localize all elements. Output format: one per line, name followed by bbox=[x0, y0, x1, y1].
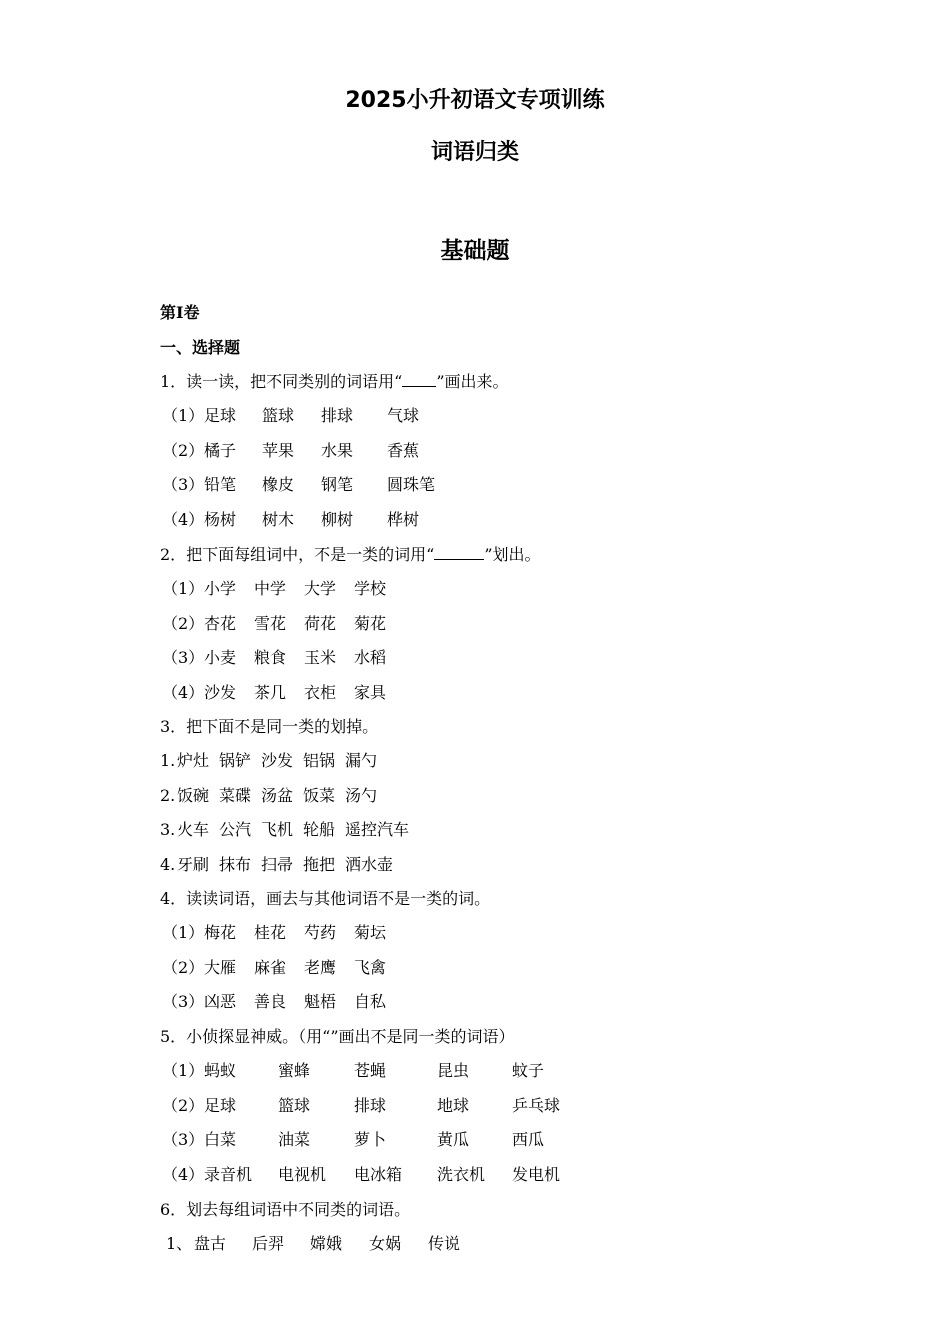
q3-word: 铝锅 bbox=[303, 751, 336, 770]
q3-row-label: 1. bbox=[160, 751, 176, 770]
document-title: 2025小升初语文专项训练 bbox=[345, 88, 605, 113]
q5-word: 白菜 bbox=[204, 1130, 237, 1149]
q6-word: 嫦娥 bbox=[310, 1234, 343, 1253]
q2-word: 沙发 bbox=[204, 682, 237, 702]
q4-word: 飞禽 bbox=[354, 957, 387, 977]
q1-row-label: （2） bbox=[162, 440, 205, 460]
q5-word: 黄瓜 bbox=[437, 1130, 470, 1149]
q3-word: 洒水壶 bbox=[345, 854, 394, 874]
section-title: 基础题 bbox=[440, 238, 510, 264]
q5-word: 乒乓球 bbox=[512, 1095, 561, 1115]
q1-word: 树木 bbox=[262, 509, 295, 529]
q1-word: 圆珠笔 bbox=[387, 475, 436, 494]
q2-word: 茶几 bbox=[254, 682, 287, 702]
q1-row-label: （3） bbox=[162, 475, 205, 494]
q2-word: 菊花 bbox=[354, 613, 387, 633]
q5-row-label: （3） bbox=[162, 1130, 205, 1149]
q4-word: 菊坛 bbox=[354, 923, 387, 942]
q5-row-label: （1） bbox=[162, 1061, 205, 1080]
q5-word: 电视机 bbox=[278, 1164, 327, 1184]
q3-word: 公汽 bbox=[219, 820, 252, 839]
q1-word: 气球 bbox=[387, 406, 420, 425]
q2-word: 衣柜 bbox=[304, 682, 337, 702]
q3-word: 沙发 bbox=[261, 751, 294, 770]
q4-word: 桂花 bbox=[254, 923, 287, 942]
q3-word: 锅铲 bbox=[219, 751, 252, 770]
q3-word: 抹布 bbox=[219, 854, 252, 874]
q5-word: 地球 bbox=[437, 1095, 470, 1115]
q3-stem: 3．把下面不是同一类的划掉。 bbox=[160, 717, 379, 736]
q3-word: 汤盆 bbox=[261, 785, 294, 805]
q3-row-label: 4. bbox=[160, 854, 176, 874]
volume-label: 第I卷 bbox=[160, 303, 200, 322]
q3-word: 轮船 bbox=[303, 820, 336, 839]
q5-word: 发电机 bbox=[512, 1164, 561, 1184]
q2-word: 中学 bbox=[254, 579, 287, 598]
q2-stem bbox=[160, 544, 541, 566]
q6-word: 盘古 bbox=[194, 1234, 227, 1253]
q1-word: 橘子 bbox=[204, 440, 237, 460]
q2-row-label: （2） bbox=[162, 613, 205, 633]
q3-word: 扫帚 bbox=[261, 854, 294, 874]
q5-row-label: （2） bbox=[162, 1095, 205, 1115]
q5-word: 排球 bbox=[354, 1095, 387, 1115]
q2-word: 雪花 bbox=[254, 613, 287, 633]
q4-stem: 4．读读词语，画去与其他词语不是一类的词。 bbox=[160, 889, 491, 908]
q5-word: 萝卜 bbox=[354, 1130, 387, 1149]
q4-word: 魁梧 bbox=[304, 992, 337, 1011]
q2-row-label: （3） bbox=[162, 648, 205, 667]
q1-word: 排球 bbox=[321, 406, 354, 425]
q3-word: 菜碟 bbox=[219, 785, 252, 805]
q1-row-label: （1） bbox=[162, 406, 205, 425]
q5-stem: 5．小侦探显神威。（用“”画出不是同一类的词语） bbox=[160, 1027, 515, 1046]
q4-word: 大雁 bbox=[204, 957, 237, 977]
q3-word: 火车 bbox=[177, 820, 210, 839]
q1-word: 铅笔 bbox=[204, 475, 237, 494]
q5-word: 苍蝇 bbox=[354, 1061, 387, 1080]
q1-word: 橡皮 bbox=[262, 475, 295, 494]
q4-word: 善良 bbox=[254, 992, 287, 1011]
document-subtitle: 词语归类 bbox=[430, 140, 519, 165]
q3-word: 饭菜 bbox=[303, 785, 336, 805]
q1-word: 柳树 bbox=[321, 509, 354, 529]
q3-row-label: 3. bbox=[160, 820, 176, 839]
q3-word: 汤勺 bbox=[345, 785, 378, 805]
q1-word: 水果 bbox=[321, 440, 354, 460]
q3-word: 遥控汽车 bbox=[345, 820, 410, 839]
q1-stem-end: ”画出来。 bbox=[436, 372, 509, 391]
q1-word: 苹果 bbox=[262, 440, 295, 460]
q4-row-label: （3） bbox=[162, 992, 205, 1011]
q2-word: 学校 bbox=[354, 579, 387, 598]
q3-word: 拖把 bbox=[303, 854, 336, 874]
q2-word: 粮食 bbox=[254, 648, 287, 667]
q2-word: 小麦 bbox=[204, 648, 237, 667]
q2-word: 小学 bbox=[204, 579, 237, 598]
q3-word: 漏勺 bbox=[345, 751, 378, 770]
q5-word: 电冰箱 bbox=[354, 1164, 403, 1184]
q1-word: 篮球 bbox=[262, 406, 295, 425]
q6-word: 传说 bbox=[428, 1234, 461, 1253]
q4-word: 芍药 bbox=[304, 923, 337, 942]
q3-word: 飞机 bbox=[261, 820, 294, 839]
q4-word: 凶恶 bbox=[204, 992, 237, 1011]
q6-row-label: 1、 bbox=[166, 1234, 193, 1253]
q1-underline-sample bbox=[402, 371, 436, 387]
q2-word: 荷花 bbox=[304, 613, 337, 633]
q5-word: 蚂蚁 bbox=[204, 1061, 237, 1080]
q1-stem-start: 1．读一读，把不同类别的词语用“ bbox=[160, 372, 403, 391]
q5-word: 录音机 bbox=[204, 1164, 253, 1184]
q1-word: 钢笔 bbox=[321, 475, 354, 494]
q4-word: 梅花 bbox=[204, 923, 237, 942]
q2-word: 水稻 bbox=[354, 648, 387, 667]
q2-word: 玉米 bbox=[304, 648, 337, 667]
q5-word: 蚊子 bbox=[512, 1061, 545, 1080]
q5-word: 西瓜 bbox=[512, 1130, 545, 1149]
q5-word: 蜜蜂 bbox=[278, 1061, 311, 1080]
q3-word: 牙刷 bbox=[177, 854, 210, 874]
q1-stem bbox=[160, 371, 509, 393]
q2-underline-sample bbox=[434, 544, 484, 560]
q1-word: 杨树 bbox=[204, 509, 237, 529]
q2-word: 大学 bbox=[304, 579, 337, 598]
q3-row-label: 2. bbox=[160, 785, 176, 805]
q6-word: 后羿 bbox=[252, 1234, 285, 1253]
q1-word: 足球 bbox=[204, 406, 237, 425]
q2-word: 家具 bbox=[354, 682, 387, 702]
q5-word: 油菜 bbox=[278, 1130, 311, 1149]
q6-word: 女娲 bbox=[369, 1234, 402, 1253]
q2-row-label: （1） bbox=[162, 579, 205, 598]
q2-word: 杏花 bbox=[204, 613, 237, 633]
q5-word: 足球 bbox=[204, 1095, 237, 1115]
q4-row-label: （1） bbox=[162, 923, 205, 942]
q2-stem-start: 2．把下面每组词中，不是一类的词用“ bbox=[160, 545, 435, 564]
q5-word: 篮球 bbox=[278, 1095, 311, 1115]
q5-word: 洗衣机 bbox=[437, 1164, 486, 1184]
q5-row-label: （4） bbox=[162, 1164, 205, 1184]
q4-word: 麻雀 bbox=[254, 957, 287, 977]
q5-word: 昆虫 bbox=[437, 1061, 470, 1080]
q4-word: 自私 bbox=[354, 992, 387, 1011]
q3-word: 饭碗 bbox=[177, 785, 210, 805]
q2-row-label: （4） bbox=[162, 682, 205, 702]
q2-stem-end: ”划出。 bbox=[484, 545, 541, 564]
q3-word: 炉灶 bbox=[177, 751, 210, 770]
q1-word: 桦树 bbox=[387, 509, 420, 529]
part-label: 一、选择题 bbox=[160, 338, 241, 357]
q4-row-label: （2） bbox=[162, 957, 205, 977]
q1-word: 香蕉 bbox=[387, 440, 420, 460]
q1-row-label: （4） bbox=[162, 509, 205, 529]
q4-word: 老鹰 bbox=[304, 957, 337, 977]
q6-stem: 6．划去每组词语中不同类的词语。 bbox=[160, 1200, 411, 1219]
